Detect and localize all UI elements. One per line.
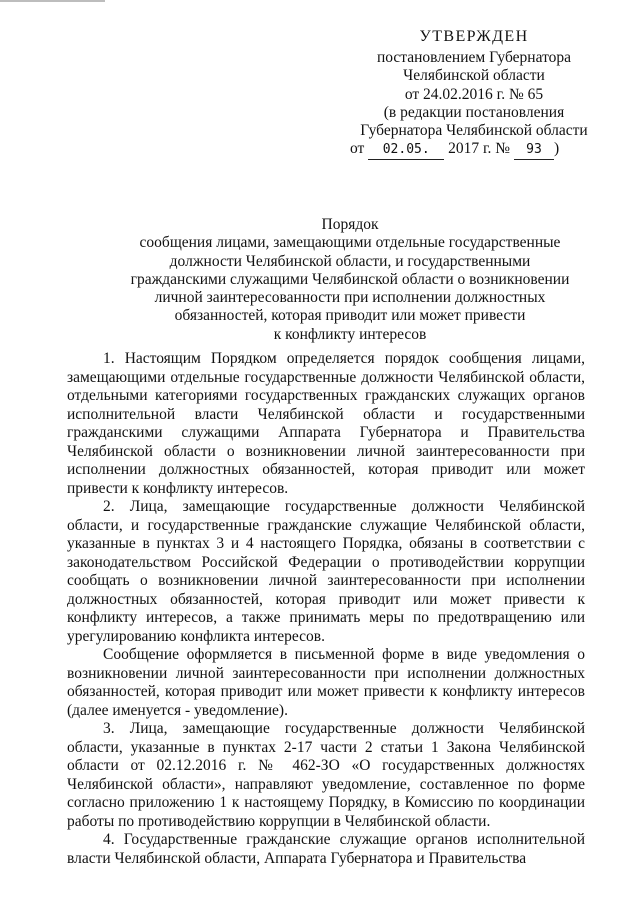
paragraph-1: 1. Настоящим Порядком определяется порядок сообщения лицами, замещающими отдельные государственные должности Челябинской области, отдельными категориями государственных гражданских служащих органов исполнительной власти Челябинской области и государственными гражданскими служащими Аппарата Губернатора и Правительства Челябинской области о возникновении личной заинтересованности при исполнении должностных обязанностей, которая приводит или может привести к конфликту интересов. [67, 350, 585, 497]
title-line: к конфликту интересов [273, 325, 427, 343]
document-title [120, 216, 580, 344]
paragraph-3: 3. Лица, замещающие государственные должности Челябинской области, указанные в пунктах 2-17 части 2 статьи 1 Закона Челябинской области от 02.12.2016 г. № 462-ЗО «О государственных должностях Челябинской области», направляют уведомление, составленное по форме согласно приложению 1 к настоящему Порядку, в Комиссию по координации работы по противодействию коррупции в Челябинской области. [67, 720, 585, 830]
title-line: должности Челябинской области, и государственными [169, 252, 531, 270]
paragraph-2-note: Сообщение оформляется в письменной форме в виде уведомления о возникновении личной заинтересованности при исполнении должностных обязанностей, которая приводит или может привести к конфликту интересов (далее именуется - уведомление). [67, 646, 585, 719]
title-line: обязанностей, которая приводит или может привести [174, 307, 526, 325]
document-body [67, 350, 585, 868]
approval-line: Губернатора Челябинской области [360, 122, 588, 140]
approval-line: от 24.02.2016 г. № 65 [404, 85, 544, 103]
approval-line: (в редакции постановления [383, 103, 565, 121]
top-edge-mark [0, 0, 105, 2]
title-line: сообщения лицами, замещающими отдельные государственные [139, 234, 561, 252]
date-prefix: от [350, 140, 365, 158]
approval-title: УТВЕРЖДЕН [419, 28, 529, 45]
title-line: личной заинтересованности при исполнении должностных [154, 289, 546, 307]
amendment-date-line [340, 140, 608, 160]
approval-line: постановлением Губернатора [376, 49, 572, 67]
title-line: гражданскими служащими Челябинской области о возникновении [130, 270, 570, 288]
paragraph-2: 2. Лица, замещающие государственные должности Челябинской области, и государственные гражданские служащие Челябинской области, указанные в пунктах 3 и 4 настоящего Порядка, обязаны в соответствии с законодательством Российской Федерации о противодействии коррупции сообщать о возникновении личной заинтересованности при исполнении должностных обязанностей, которая приводит или может привести к конфликту интересов, а также принимать меры по предотвращению или урегулированию конфликта интересов. [67, 498, 585, 645]
paragraph-4: 4. Государственные гражданские служащие органов исполнительной власти Челябинской области, Аппарата Губернатора и Правительства [67, 831, 585, 867]
year-number-label: 2017 г. № [448, 140, 511, 158]
handwritten-date: 02.05. [368, 141, 444, 160]
title-heading: Порядок [321, 216, 379, 233]
approval-line: Челябинской области [403, 67, 545, 85]
approval-block [340, 28, 608, 160]
closing-paren: ) [553, 140, 560, 158]
handwritten-number: 93 [514, 141, 554, 160]
